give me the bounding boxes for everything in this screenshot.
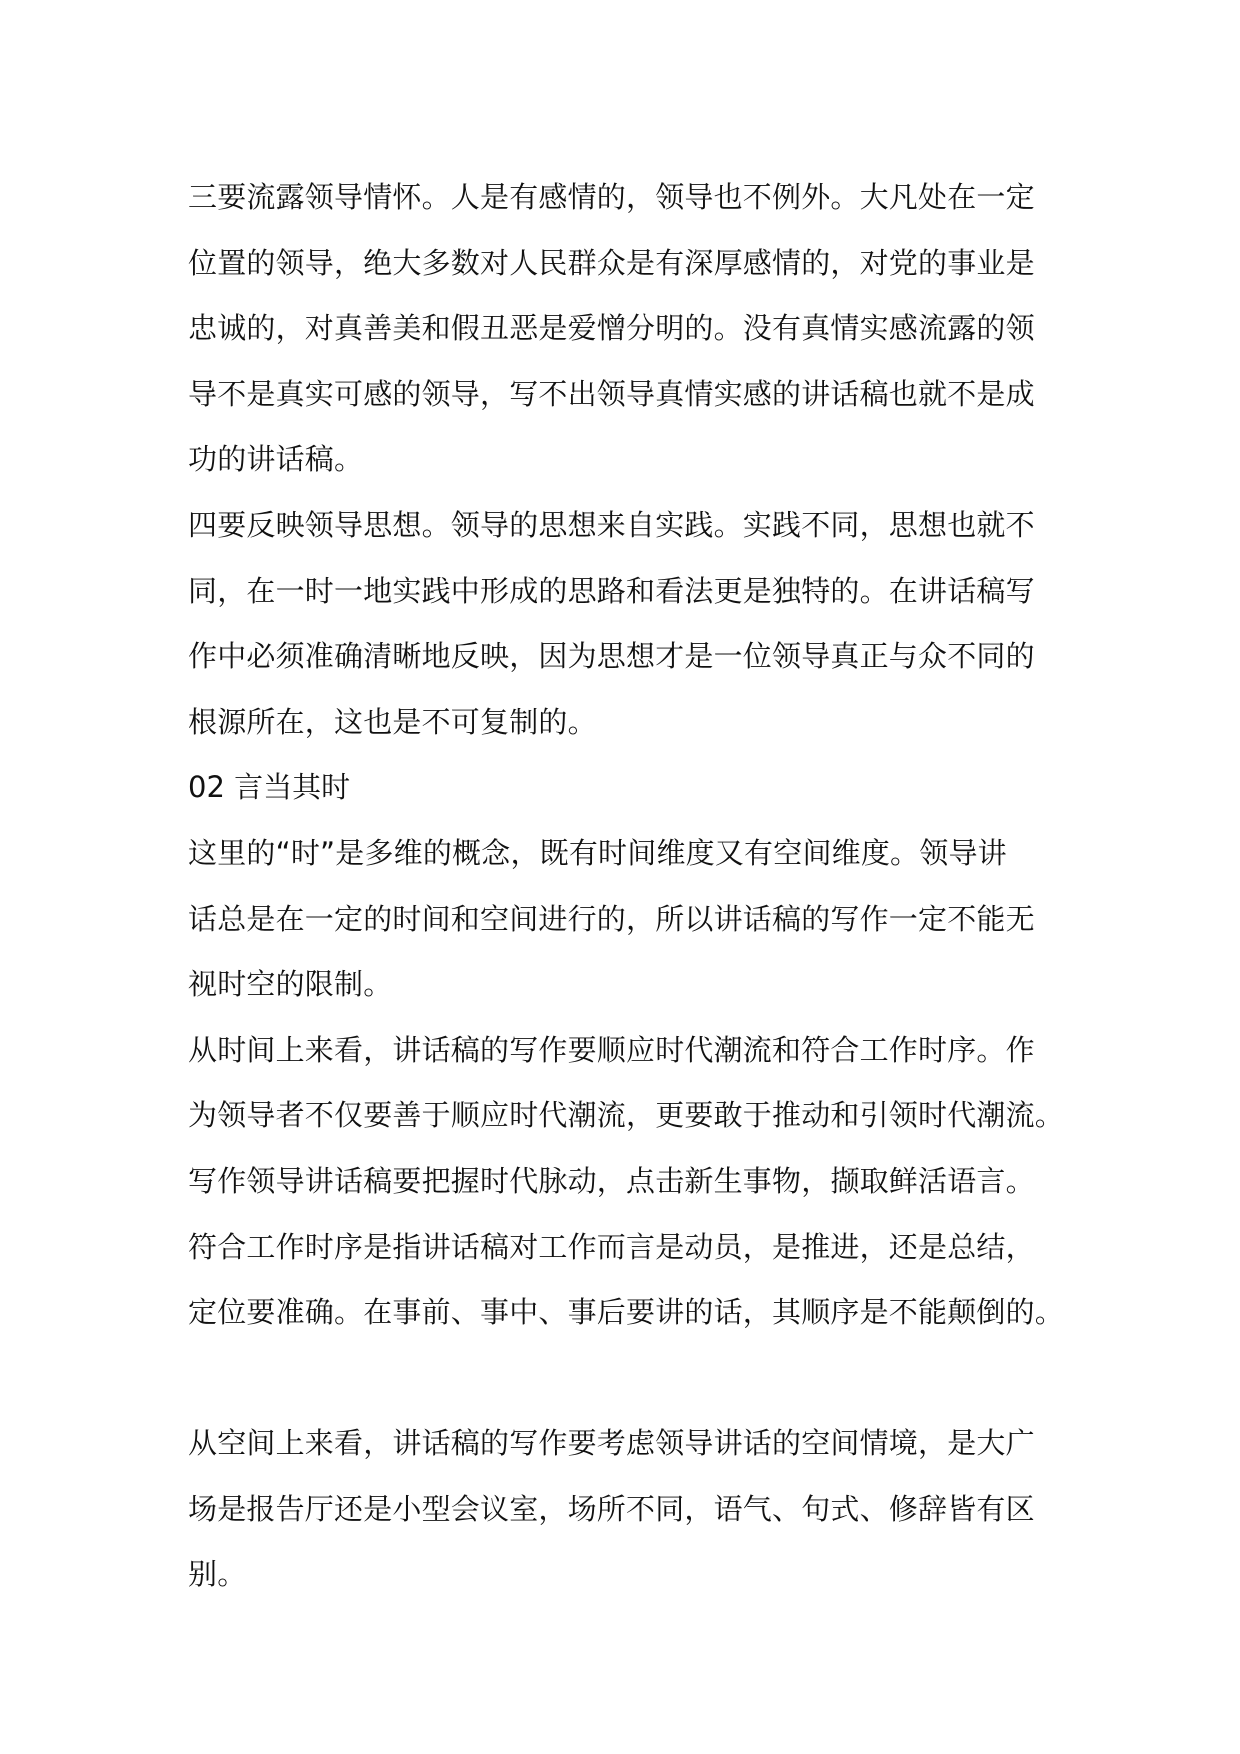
text-line: 四要反映领导思想。领导的思想来自实践。实践不同，思想也就不 xyxy=(188,507,1035,542)
body-paragraph xyxy=(188,493,1068,755)
body-paragraph xyxy=(188,821,1068,1018)
text-line: 位置的领导，绝大多数对人民群众是有深厚感情的，对党的事业是 xyxy=(188,245,1035,280)
text-line: 视时空的限制。 xyxy=(188,967,393,1002)
text-line: 话总是在一定的时间和空间进行的，所以讲话稿的写作一定不能无 xyxy=(188,901,1035,936)
text-line: 这里的“时”是多维的概念，既有时间维度又有空间维度。领导讲 xyxy=(188,835,1007,870)
paragraph-spacer xyxy=(188,1346,1068,1412)
body-paragraph xyxy=(188,1018,1068,1346)
text-line: 功的讲话稿。 xyxy=(188,442,364,477)
text-line: 为领导者不仅要善于顺应时代潮流，更要敢于推动和引领时代潮流。 xyxy=(188,1098,1065,1133)
document-body xyxy=(188,165,1068,1608)
text-line: 02 言当其时 xyxy=(188,770,351,805)
text-line: 写作领导讲话稿要把握时代脉动，点击新生事物，撷取鲜活语言。 xyxy=(188,1163,1035,1198)
text-line: 定位要准确。在事前、事中、事后要讲的话，其顺序是不能颠倒的。 xyxy=(188,1295,1065,1330)
text-line: 导不是真实可感的领导，写不出领导真情实感的讲话稿也就不是成 xyxy=(188,376,1035,411)
text-line: 作中必须准确清晰地反映，因为思想才是一位领导真正与众不同的 xyxy=(188,639,1035,674)
section-heading xyxy=(188,755,1068,821)
body-paragraph xyxy=(188,1411,1068,1608)
text-line: 根源所在，这也是不可复制的。 xyxy=(188,704,597,739)
text-line: 同，在一时一地实践中形成的思路和看法更是独特的。在讲话稿写 xyxy=(188,573,1035,608)
text-line: 场是报告厅还是小型会议室，场所不同，语气、句式、修辞皆有区 xyxy=(188,1491,1035,1526)
body-paragraph xyxy=(188,165,1068,493)
text-line: 忠诚的，对真善美和假丑恶是爱憎分明的。没有真情实感流露的领 xyxy=(188,311,1035,346)
text-line: 三要流露领导情怀。人是有感情的，领导也不例外。大凡处在一定 xyxy=(188,180,1035,214)
text-line: 从时间上来看，讲话稿的写作要顺应时代潮流和符合工作时序。作 xyxy=(188,1032,1035,1067)
text-line: 从空间上来看，讲话稿的写作要考虑领导讲话的空间情境，是大广 xyxy=(188,1426,1035,1461)
text-line: 别。 xyxy=(188,1557,247,1592)
text-line: 符合工作时序是指讲话稿对工作而言是动员，是推进，还是总结， xyxy=(188,1229,1035,1264)
